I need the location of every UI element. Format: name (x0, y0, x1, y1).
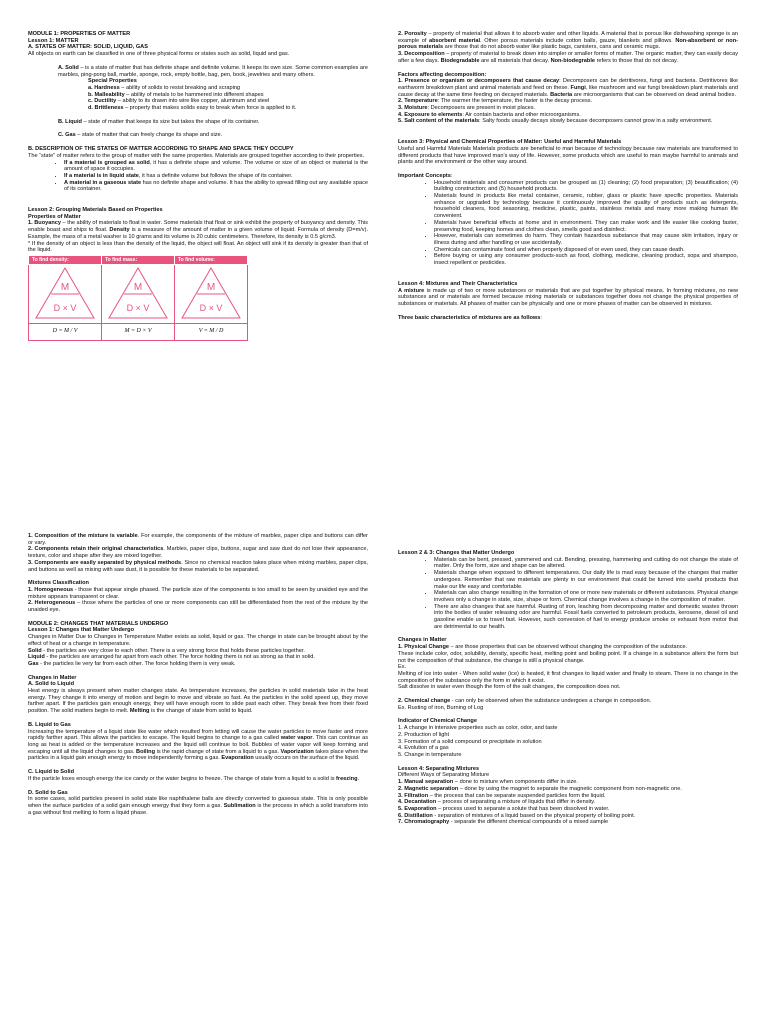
lesson-title: Lesson 4: Mixtures and Their Characteristics (398, 280, 518, 287)
paragraph: Ex. (398, 664, 407, 671)
concept-list (398, 180, 738, 267)
paragraph: These include color, odor, solubility, density, specific heat, melting point and boiling point. If a change in a substance alters the form but not the composition of that substance, the change is still a physical change. (398, 650, 738, 664)
triangle-header: To find mass: (102, 255, 175, 264)
bullet-list (398, 557, 738, 631)
list-item: • Materials found in products like metal container, ceramic, rubber, glass or plastic have specific properties. Materials enhance or upgraded by technology because it continuously improved the quality of products such as detergents, household cleaners, food seasoning, medicine, plastic, paints, stainless metals and many more making human life convenient. (434, 193, 738, 220)
list-item: • There are also changes that are harmful. Rusting of iron, leaching from decomposing matter and domestic wastes thrown into the bodies of water releasing odor are harmful. Fossil fuels converted to petroleum products, kerosene, diesel oil and gasoline enable us to travel fast. However, such conversion of fuel to energy produce smoke or exhaust from motor that are detrimental to our health. (434, 604, 738, 631)
paragraph: Useful and Harmful Materials Materials products are beneficial to man because of technology because raw materials are transformed to different products that have improved man’s way of life. However, some products which are useful to man maybe harmful to animals and plants and the environment or the other way around. (398, 145, 738, 166)
triangle-dv-label: D × V (53, 302, 77, 313)
paragraph: A mixture is made up of two or more substances or materials that are put together by physical means. In forming mixtures, no new substances and or materials are formed because mixing materials or substances together does not change the physical properties of substances or materials. All phases of matter can be physically and one or more phases of matter can be observed in mixtures. (398, 287, 739, 307)
paragraph: Liquid - the particles are arranged far apart from each other. The force holding them is not as strong as that in solid. (28, 654, 315, 661)
paragraph: * If the density of an object is less than the density of the liquid, the object will float. An object will sink if its density is greater than that of the liquid. (28, 240, 368, 254)
subheading: C. Liquid to Solid (28, 769, 74, 776)
property-item: c. Ductility – ability to its drawn into wire like copper, aluminum and steel (88, 98, 270, 105)
paragraph: 5. Salt content of the materials: Salty foods usually decays slowly because decomposers cannot grow in a salty environment. (398, 118, 713, 125)
list-item: • Materials have beneficial effects at home and in environment. They can make work and life easier like cooking faster, preserving food, keeping homes and clothes clean, smells good and disinfect. (434, 220, 738, 233)
paragraph: 2. Components retain their original characteristics. Marbles, paper clips, buttons, sugar and saw dust do not lose their appearance, texture, color and shape after they are mixed together. (28, 546, 368, 560)
module-title: MODULE 2: CHANGES THAT MATERIALS UNDERGO (28, 620, 169, 627)
list-item: 1. Manual separation – done to mixture when components differ in size. (398, 779, 578, 786)
list-item: • Chemicals can contaminate food and when properly disposed of or even used, they can cause death. (434, 247, 738, 254)
subheading: Different Ways of Separating Mixture (398, 772, 490, 779)
paragraph: The “state” of matter refers to the group of matter with the same properties. Materials are grouped together according to their properties. (28, 152, 365, 159)
paragraph: Salt dissolve in water even though the form of the salt changes, the composition does not. (398, 684, 621, 691)
subheading: B. Liquid to Gas (28, 721, 71, 728)
list-item: 7. Chromatography - separate the different chemical compounds of a mixed sample (398, 819, 609, 826)
bullet-list (28, 160, 368, 194)
list-item: 6. Distillation - separation of mixtures of a liquid based on the physical property of boiling point. (398, 812, 636, 819)
property-item: b. Malleability – ability of metals to be hammered into different shapes (88, 91, 264, 98)
paragraph: 1. Composition of the mixture is variable. For example, the components of the mixture of marbles, paper clips and buttons can differ or vary. (28, 533, 368, 546)
density-triangle-table (28, 255, 248, 341)
paragraph: 2. Porosity – property of material that allows it to absorb water and other liquids. A material that is porous like dishwashing sponge is an example of absorbent material. Other porous materials include cotton balls, gauze, blankets and pillows. Non-absorbent or non-porous materials are those that do not absorb water like plastic bags, canisters, cans and ceramic mugs. (398, 31, 738, 51)
density-triangle-icon (107, 266, 169, 320)
subheading: Changes in Matter (398, 637, 447, 644)
lesson-title: Lesson 1: MATTER (28, 37, 79, 44)
column-bottom-left (28, 533, 368, 816)
paragraph: 1. Physical Change – are those properties that can be observed without changing the composition of the substance. (398, 644, 688, 651)
list-item: • If a material is grouped as solid, it has a definite shape and volume. The volume or size of an object or material is the amount of space it occupies. (64, 160, 368, 173)
property-item: d. Brittleness – property that makes solids easy to break when force is applied to it. (88, 105, 297, 112)
separation-list (398, 779, 738, 826)
section-title: A. STATES OF MATTER: SOLID, LIQUID, GAS (28, 44, 148, 51)
triangle-mass-label: M (206, 281, 216, 293)
paragraph: Solid - the particles are very close to each other. There is a very strong force that holds these particles together. (28, 647, 305, 654)
paragraph: If the particle loses enough energy the ice candy or the water begins to freeze. The change of state from a liquid to a solid is freezing. (28, 775, 360, 782)
subheading: Special Properties (88, 78, 137, 85)
triangle-cell (102, 264, 175, 323)
list-item: • If a material is in liquid state, it has a definite volume but follows the shape of its container. (64, 173, 368, 180)
formula-cell: M = D × V (102, 323, 175, 340)
paragraph: 1. Buoyancy – the ability of materials to float in water. Some materials that float or sink exhibit the property of buoyancy and density. This enable boast and ships to float. Density is a measure of the amount of matter in a given volume of liquid. Formula of density (D=m/v). Example, the mass of a metal washer is 10 grams and its volume is 20 cubic centimeters. Therefore, its density is 0.5 g/cm3. (28, 220, 368, 240)
triangle-mass-label: M (60, 281, 70, 293)
property-item: a. Hardness – ability of solids to resist breaking and scraping (88, 84, 241, 91)
subheading: Three basic characteristics of mixtures are as follows: (398, 314, 542, 321)
list-item: 2. Production of light (398, 731, 449, 738)
list-item: 3. Formation of a solid compound or precipitate in solution (398, 738, 542, 745)
paragraph: Ex. Rusting of iron, Burning of Log (398, 704, 484, 711)
subheading: Mixtures Classification (28, 580, 89, 587)
triangle-cell (29, 264, 102, 323)
indicator-list (398, 725, 738, 759)
paragraph: 1. Homogeneous - those that appear single phased. The particle size of the components is too small to be seen by unaided eye and the mixture appears transparent or clear. (28, 586, 368, 600)
paragraph: 3. Decomposition – property of material to break down into simpler or smaller forms of matter. The organic matter, they can easily decay after a few days. Biodegradable are all materials that decay. Non-biodegrable refers to those that do not decay. (398, 51, 739, 64)
triangle-mass-label: M (133, 281, 143, 293)
list-item: • Materials can be bent, pressed, yammered and cut. Bending, pressing, hammering and cutting do not change the state of matter. Only the form, size and shape can be altered. (434, 557, 738, 570)
lesson-title: Lesson 3: Physical and Chemical Properties of Matter: Useful and Harmful Materials (398, 139, 622, 146)
lesson-title: Lesson 1: Changes that Matter Undergo (28, 627, 134, 634)
subheading: Changes in Matter (28, 674, 77, 681)
paragraph: Changes in Matter Due to Changes in Temperature Matter exists as solid, liquid or gas. The change in state can be brought about by the effect of heat or a change in temperature. (28, 634, 368, 647)
list-item: 2. Magnetic separation – done by using the magnet to separate the magnetic component from non-magnetic one. (398, 785, 682, 792)
subheading: Indicator of Chemical Change (398, 718, 477, 725)
triangle-dv-label: D × V (199, 302, 223, 313)
column-bottom-right (398, 550, 738, 826)
column-top-right (398, 31, 738, 321)
list-item: • However, materials can sometimes do harm. They contain hazardous substance that may cause skin irritation, injury or illness during and after handling or use accidentally. (434, 233, 738, 246)
subheading: Factors affecting decomposition: (398, 71, 487, 78)
density-triangle-icon (180, 266, 242, 320)
triangle-header: To find density: (29, 255, 102, 264)
subheading: Important Concepts: (398, 172, 453, 179)
triangle-header: To find volume: (175, 255, 248, 264)
module-title: MODULE 1: PROPERTIES OF MATTER (28, 31, 131, 37)
lesson-title: Lesson 2 & 3: Changes that Matter Undergo (398, 550, 515, 556)
subheading: D. Solid to Gas (28, 789, 68, 796)
triangle-dv-label: D × V (126, 302, 150, 313)
list-item: 1. A change in intensive properties such as color, odor, and taste (398, 725, 558, 732)
section-title: B. DESCRIPTION OF THE STATES OF MATTER ACCORDING TO SHAPE AND SPACE THEY OCCUPY (28, 146, 294, 153)
paragraph: All objects on earth can be classified in one of three physical forms or states such as solid, liquid and gas. (28, 51, 290, 58)
column-top-left (28, 31, 368, 341)
paragraph: 2. Temperature: The warmer the temperature, the faster is the decay process. (398, 98, 593, 105)
paragraph: Increasing the temperature of a liquid state like water which resulted from letting will cause the water particles to move faster and more rapidly farther apart. This allows the particles to escape. The liquid begins to change to a gas called water vapor. This can continue as long as heat is added or the temperature increases and the liquid will continue to boil. Bubbles of water vapor will keep forming and escaping until all the liquid changes to gas. Boiling is the rapid change of state from a liquid to a gas. Vaporization takes place when the particles in a liquid gain enough energy to move independently forming a gas. Evaporation usually occurs on the surface of the liquid. (28, 728, 368, 762)
triangle-cell (175, 264, 248, 323)
paragraph: 3. Components are easily separated by physical methods. Since no chemical reaction takes place when mixing marbles, paper clips, and buttons as well as mixing with saw dust, it is possible for these materials to be separated. (28, 559, 368, 573)
list-item: 3. Filtration – the process that can be separate suspended particles form the liquid. (398, 792, 606, 799)
paragraph: Melting of ice into water - When solid water (ice) is heated, it first changes to liquid water and finally to steam. There is no change in the composition of the substance only the form in which it exist. (398, 670, 738, 684)
paragraph: B. Liquid – state of matter that keeps its size but takes the shape of its container. (58, 118, 260, 125)
list-item: • A material in a gaseous state has no definite shape and volume. It has the ability to spread filling out any available space of its container. (64, 180, 368, 193)
density-triangle-icon (34, 266, 96, 320)
paragraph: Heat energy is always present when matter changes state. As temperature increases, the particles in solid materials take in the heat energy. They change it into energy of motion and begin to move and vibrate so fast. As the particles in the solid speed up, they move farther apart. If the particles gain enough energy, they will have enough room to slide past each other. They break free from their fixed position. The solid matters begin to melt. Melting is the change of state from solid to liquid. (28, 688, 368, 715)
lesson-title: Lesson 4: Separating Mixtures (398, 765, 480, 772)
paragraph: 3. Moisture: Decomposers are present in moist places. (398, 105, 536, 112)
paragraph: 2. Chemical change - can only be observed when the substance undergoes a change in composition. (398, 698, 652, 705)
paragraph: Gas - the particles lie very far from each other. The force holding them is very weak. (28, 660, 236, 667)
subheading: Properties of Matter (28, 213, 81, 220)
paragraph: 1. Presence or organism or decomposers that cause decay: Decomposers can be detritivores, fungi and bacteria. Detritivores like earthworm breakdown plant and animal materials and feed on these. Fungi, like mushroom and ear fungi breakdown plant materials and cause decay at the same time feeding on decayed materials. Bacteria are microorganisms that can be observed on dead animal bodies. (398, 78, 738, 98)
list-item: • Household materials and consumer products can be grouped as (1) cleaning; (2) food preparation; (3) beautification; (4) building construction; and (5) household products. (434, 180, 738, 193)
list-item: 4. Evolution of a gas (398, 745, 449, 752)
formula-cell: V = M / D (175, 323, 248, 340)
paragraph: 4. Exposure to elements: Air contain bacteria and other microorganisms. (398, 111, 581, 118)
list-item: 5. Evaporation – process used to separate a solute that has been dissolved in water. (398, 805, 610, 812)
subheading: A. Solid to Liquid (28, 681, 74, 688)
list-item: • Materials change when exposed to different temperatures. Our daily life is mad easy because of the changes that matter undergoes. Remember that raw materials are plenty in our environment that could be turned into useful products that make our life easy and comfortable. (434, 570, 738, 590)
paragraph: In some cases, solid particles present in solid state like naphthalene balls are directly converted to gaseous state. This is only possible when the surface particles of a solid gain enough energy that they form a gas. Sublimation is the process in which a solid transform into a gas without first melting to form a liquid phase. (28, 796, 368, 816)
paragraph: A. Solid – is a state of matter that has definite shape and definite volume. It keeps its own size. Some common examples are marbles, ping-pong ball, marble, sponge, rock, empty bottle, bag, pen, book, jewelries and many others. (58, 64, 368, 78)
list-item: 4. Decantation – process of separating a mixture of liquids that differ in density. (398, 799, 596, 806)
lesson-title: Lesson 2: Grouping Materials Based on Properties (28, 207, 163, 214)
list-item: • Before buying or using any consumer products-such as food, clothing, medicine, cleaning product, sopa and shampoo, insect repellent or pesticides. (434, 253, 738, 266)
paragraph: C. Gas – state of matter that can freely change its shape and size. (58, 132, 223, 139)
paragraph: 2. Heterogeneous – those where the particles of one or more components can still be differentiated from the rest of the mixture by the unaided eye. (28, 600, 368, 614)
list-item: 5. Change in temperature (398, 751, 462, 758)
special-properties-list (28, 85, 368, 112)
formula-cell: D = M / V (29, 323, 102, 340)
list-item: • Materials can also change resulting in the formation of one or more new materials or different substances. Physical change involves only a change in state, size, shape or form. Chemical change involves a change in the composition of matter. (434, 590, 738, 603)
